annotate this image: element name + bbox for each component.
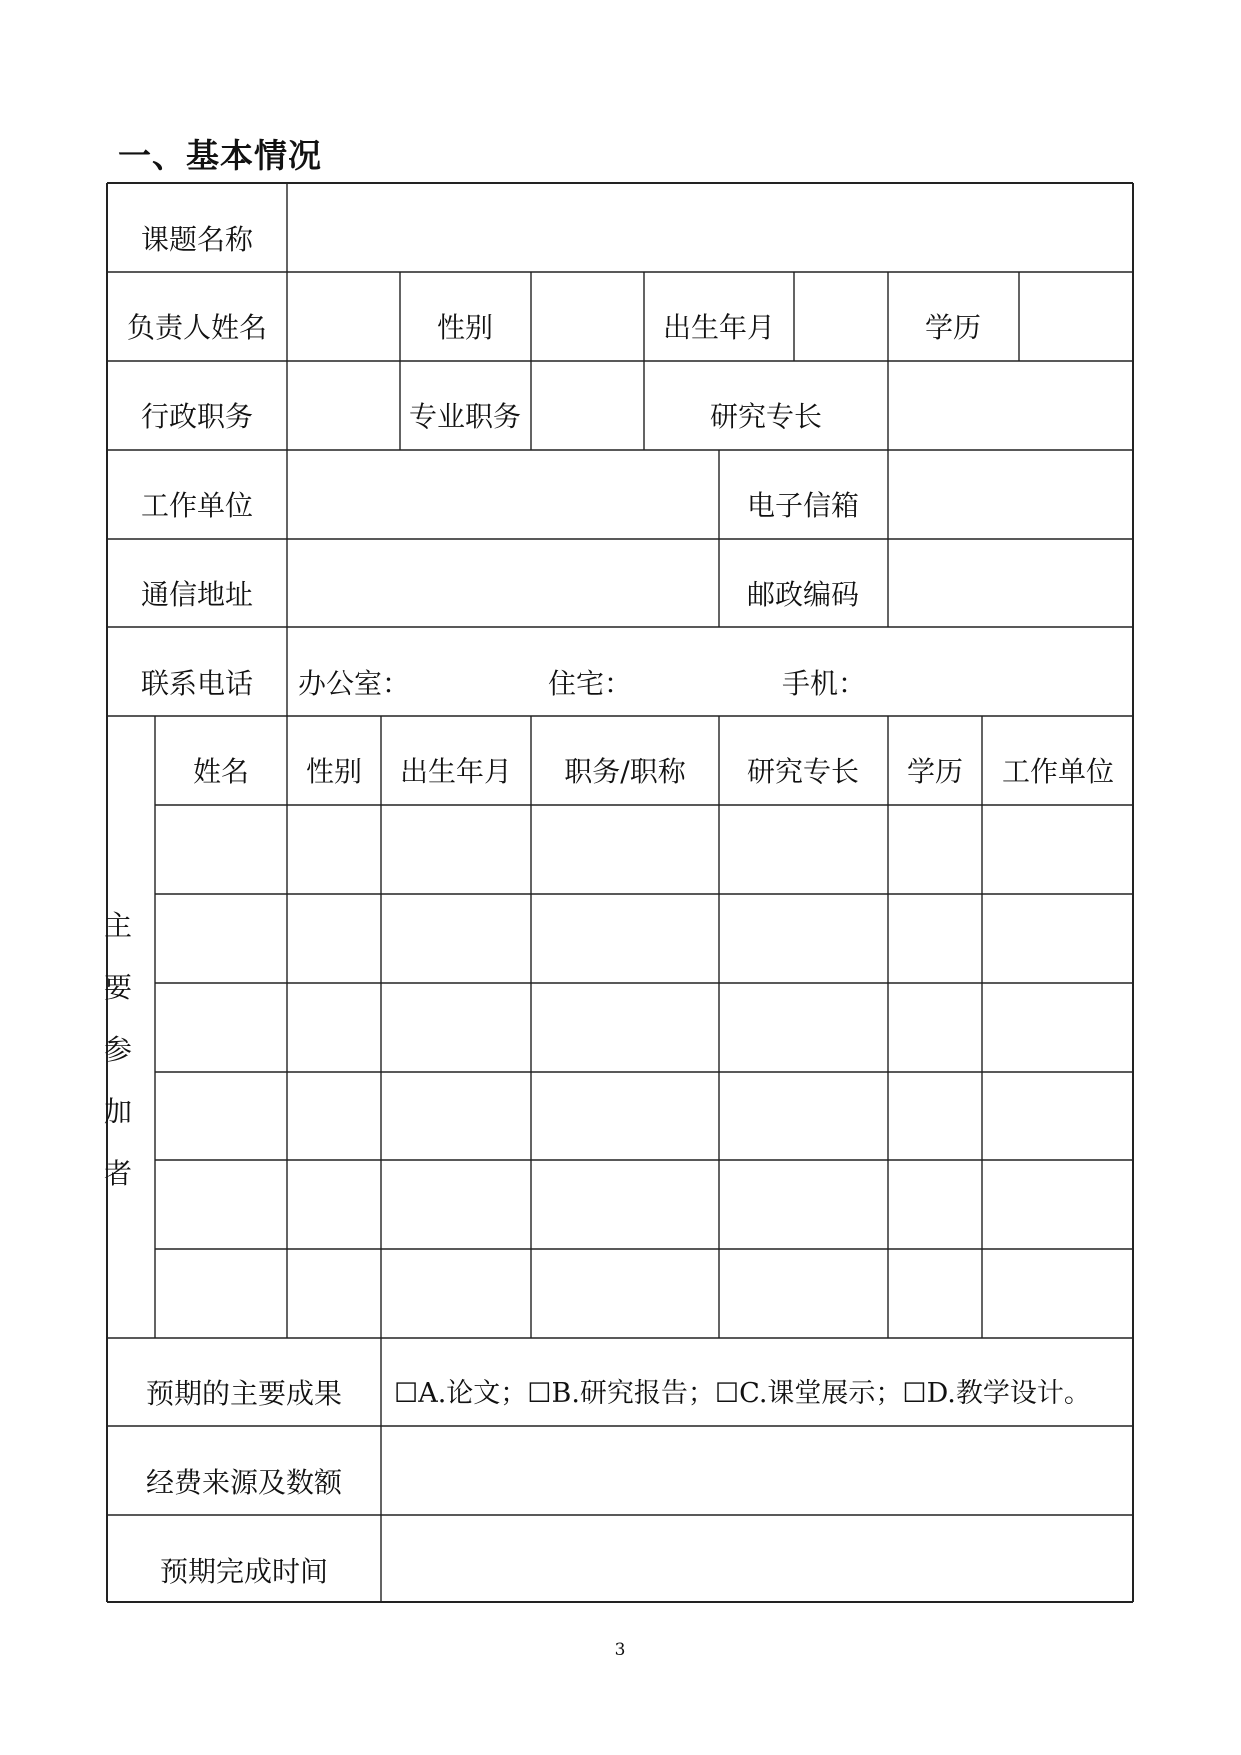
label-participants-vertical: 主 要 参 加 者 <box>103 909 132 1190</box>
label-leader-name: 负责人姓名 <box>126 311 268 344</box>
label-postcode: 邮政编码 <box>746 578 860 611</box>
label-funding: 经费来源及数额 <box>145 1466 343 1499</box>
label-admin-post: 行政职务 <box>140 400 254 433</box>
label-phone: 联系电话 <box>140 667 254 700</box>
col-header-specialty: 研究专长 <box>746 755 860 788</box>
label-email: 电子信箱 <box>746 489 860 522</box>
label-gender: 性别 <box>436 311 494 344</box>
label-expected-results: 预期的主要成果 <box>145 1377 343 1410</box>
label-education: 学历 <box>924 311 982 344</box>
label-mobile: 手机： <box>782 667 867 700</box>
label-work-unit: 工作单位 <box>140 489 254 522</box>
col-header-education: 学历 <box>906 755 964 788</box>
label-address: 通信地址 <box>140 578 254 611</box>
results-options[interactable]: ☐A.论文；☐B.研究报告；☐C.课堂展示；☐D.教学设计。 <box>394 1378 1091 1409</box>
col-header-title: 职务/职称 <box>564 755 686 788</box>
col-header-work-unit: 工作单位 <box>1001 755 1115 788</box>
col-header-birth: 出生年月 <box>399 755 513 788</box>
label-office: 办公室： <box>298 667 411 700</box>
page-number: 3 <box>614 1640 626 1660</box>
label-research-specialty: 研究专长 <box>709 400 823 433</box>
label-prof-post: 专业职务 <box>408 400 522 433</box>
col-header-name: 姓名 <box>192 755 250 788</box>
label-project-name: 课题名称 <box>140 223 254 256</box>
label-home: 住宅： <box>548 667 633 700</box>
label-birth: 出生年月 <box>662 311 776 344</box>
col-header-gender: 性别 <box>305 755 363 788</box>
section-title: 一、基本情况 <box>118 136 322 175</box>
label-completion-time: 预期完成时间 <box>159 1555 329 1588</box>
